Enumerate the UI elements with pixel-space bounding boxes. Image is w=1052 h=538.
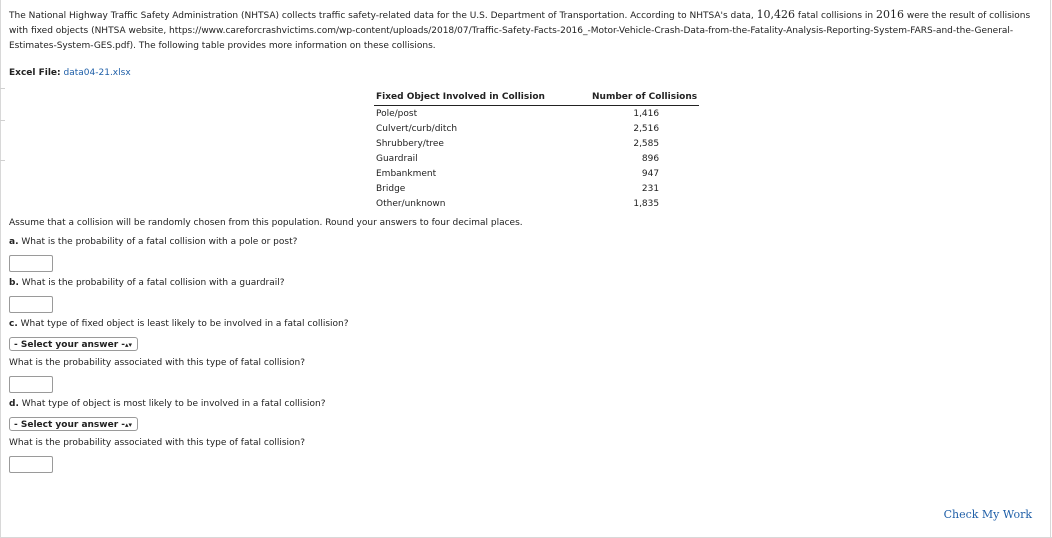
margin-tick [0, 120, 5, 121]
row-count: 2,585 [633, 138, 660, 149]
intro-text-3: were the result of collisions with fixed objects (NHTSA website, https://www.careforcrashvictims.com/wp-content/uploads/2018/07/Traffic-Safety-Facts-2016_-Motor-Vehicle-Crash-Data-from-the-Fatality-Analysis-Reporting-System-FARS-and-the-General-Estimates-System-GES.pdf). The following table provides more information on these collisions. [9, 11, 1031, 51]
row-object: Embankment [376, 168, 437, 179]
table-row [374, 166, 699, 181]
question-d-label: d. [9, 399, 19, 409]
row-object: Shrubbery/tree [376, 138, 444, 149]
question-d [9, 399, 326, 409]
row-count: 947 [641, 168, 660, 179]
question-a-label: a. [9, 237, 19, 247]
answer-c-select[interactable] [9, 337, 138, 351]
row-object: Other/unknown [376, 198, 446, 209]
excel-file-link[interactable]: data04-21.xlsx [63, 68, 131, 78]
column-header-object: Fixed Object Involved in Collision [374, 90, 570, 106]
table-row [374, 196, 699, 211]
margin-tick [0, 88, 5, 89]
question-b-label: b. [9, 278, 19, 288]
intro-text-2: fatal collisions in [795, 11, 876, 21]
question-d-text: What type of object is most likely to be involved in a fatal collision? [21, 399, 326, 409]
row-count: 2,516 [633, 123, 660, 134]
table-row [374, 121, 699, 136]
question-c-probability: What is the probability associated with this type of fatal collision? [9, 358, 306, 368]
excel-file-line [9, 68, 131, 78]
column-header-count: Number of Collisions [570, 90, 699, 106]
fatal-count: 10,426 [756, 8, 796, 21]
question-a [9, 237, 297, 247]
row-object: Bridge [376, 183, 406, 194]
answer-a-input[interactable] [9, 255, 53, 272]
row-object: Guardrail [376, 153, 418, 164]
question-c-label: c. [9, 319, 18, 329]
collision-table [374, 90, 699, 211]
table-row [374, 136, 699, 151]
answer-d-input[interactable] [9, 456, 53, 473]
margin-tick [0, 160, 5, 161]
check-my-work-link[interactable]: Check My Work [943, 508, 1032, 521]
row-count: 1,416 [633, 108, 660, 119]
select-placeholder: - Select your answer - [14, 340, 126, 350]
row-count: 1,835 [633, 198, 660, 209]
question-c [9, 319, 349, 329]
row-object: Pole/post [376, 108, 418, 119]
row-count: 231 [641, 183, 660, 194]
table-row [374, 106, 699, 122]
table-header-row [374, 90, 699, 106]
answer-d-select[interactable] [9, 417, 138, 431]
frame-right-border [1050, 0, 1051, 538]
intro-text-1: The National Highway Traffic Safety Administration (NHTSA) collects traffic safety-related data for the U.S. Department of Transportation. According to NHTSA's data, [9, 11, 757, 21]
answer-b-input[interactable] [9, 296, 53, 313]
select-arrows-icon: ▴▾ [124, 421, 132, 429]
question-b-text: What is the probability of a fatal collision with a guardrail? [21, 278, 285, 288]
intro-paragraph [9, 7, 1039, 54]
data-year: 2016 [875, 8, 904, 21]
table-row [374, 151, 699, 166]
frame-left-border [0, 0, 1, 538]
select-placeholder: - Select your answer - [14, 420, 126, 430]
row-count: 896 [641, 153, 660, 164]
assume-instructions: Assume that a collision will be randomly chosen from this population. Round your answers to four decimal places. [9, 218, 523, 228]
table-row [374, 181, 699, 196]
select-arrows-icon: ▴▾ [124, 341, 132, 349]
question-c-text: What type of fixed object is least likely to be involved in a fatal collision? [20, 319, 349, 329]
row-object: Culvert/curb/ditch [376, 123, 458, 134]
question-a-text: What is the probability of a fatal collision with a pole or post? [21, 237, 298, 247]
question-b [9, 278, 285, 288]
answer-c-input[interactable] [9, 376, 53, 393]
question-d-probability: What is the probability associated with this type of fatal collision? [9, 438, 306, 448]
excel-file-label: Excel File: [9, 68, 61, 78]
